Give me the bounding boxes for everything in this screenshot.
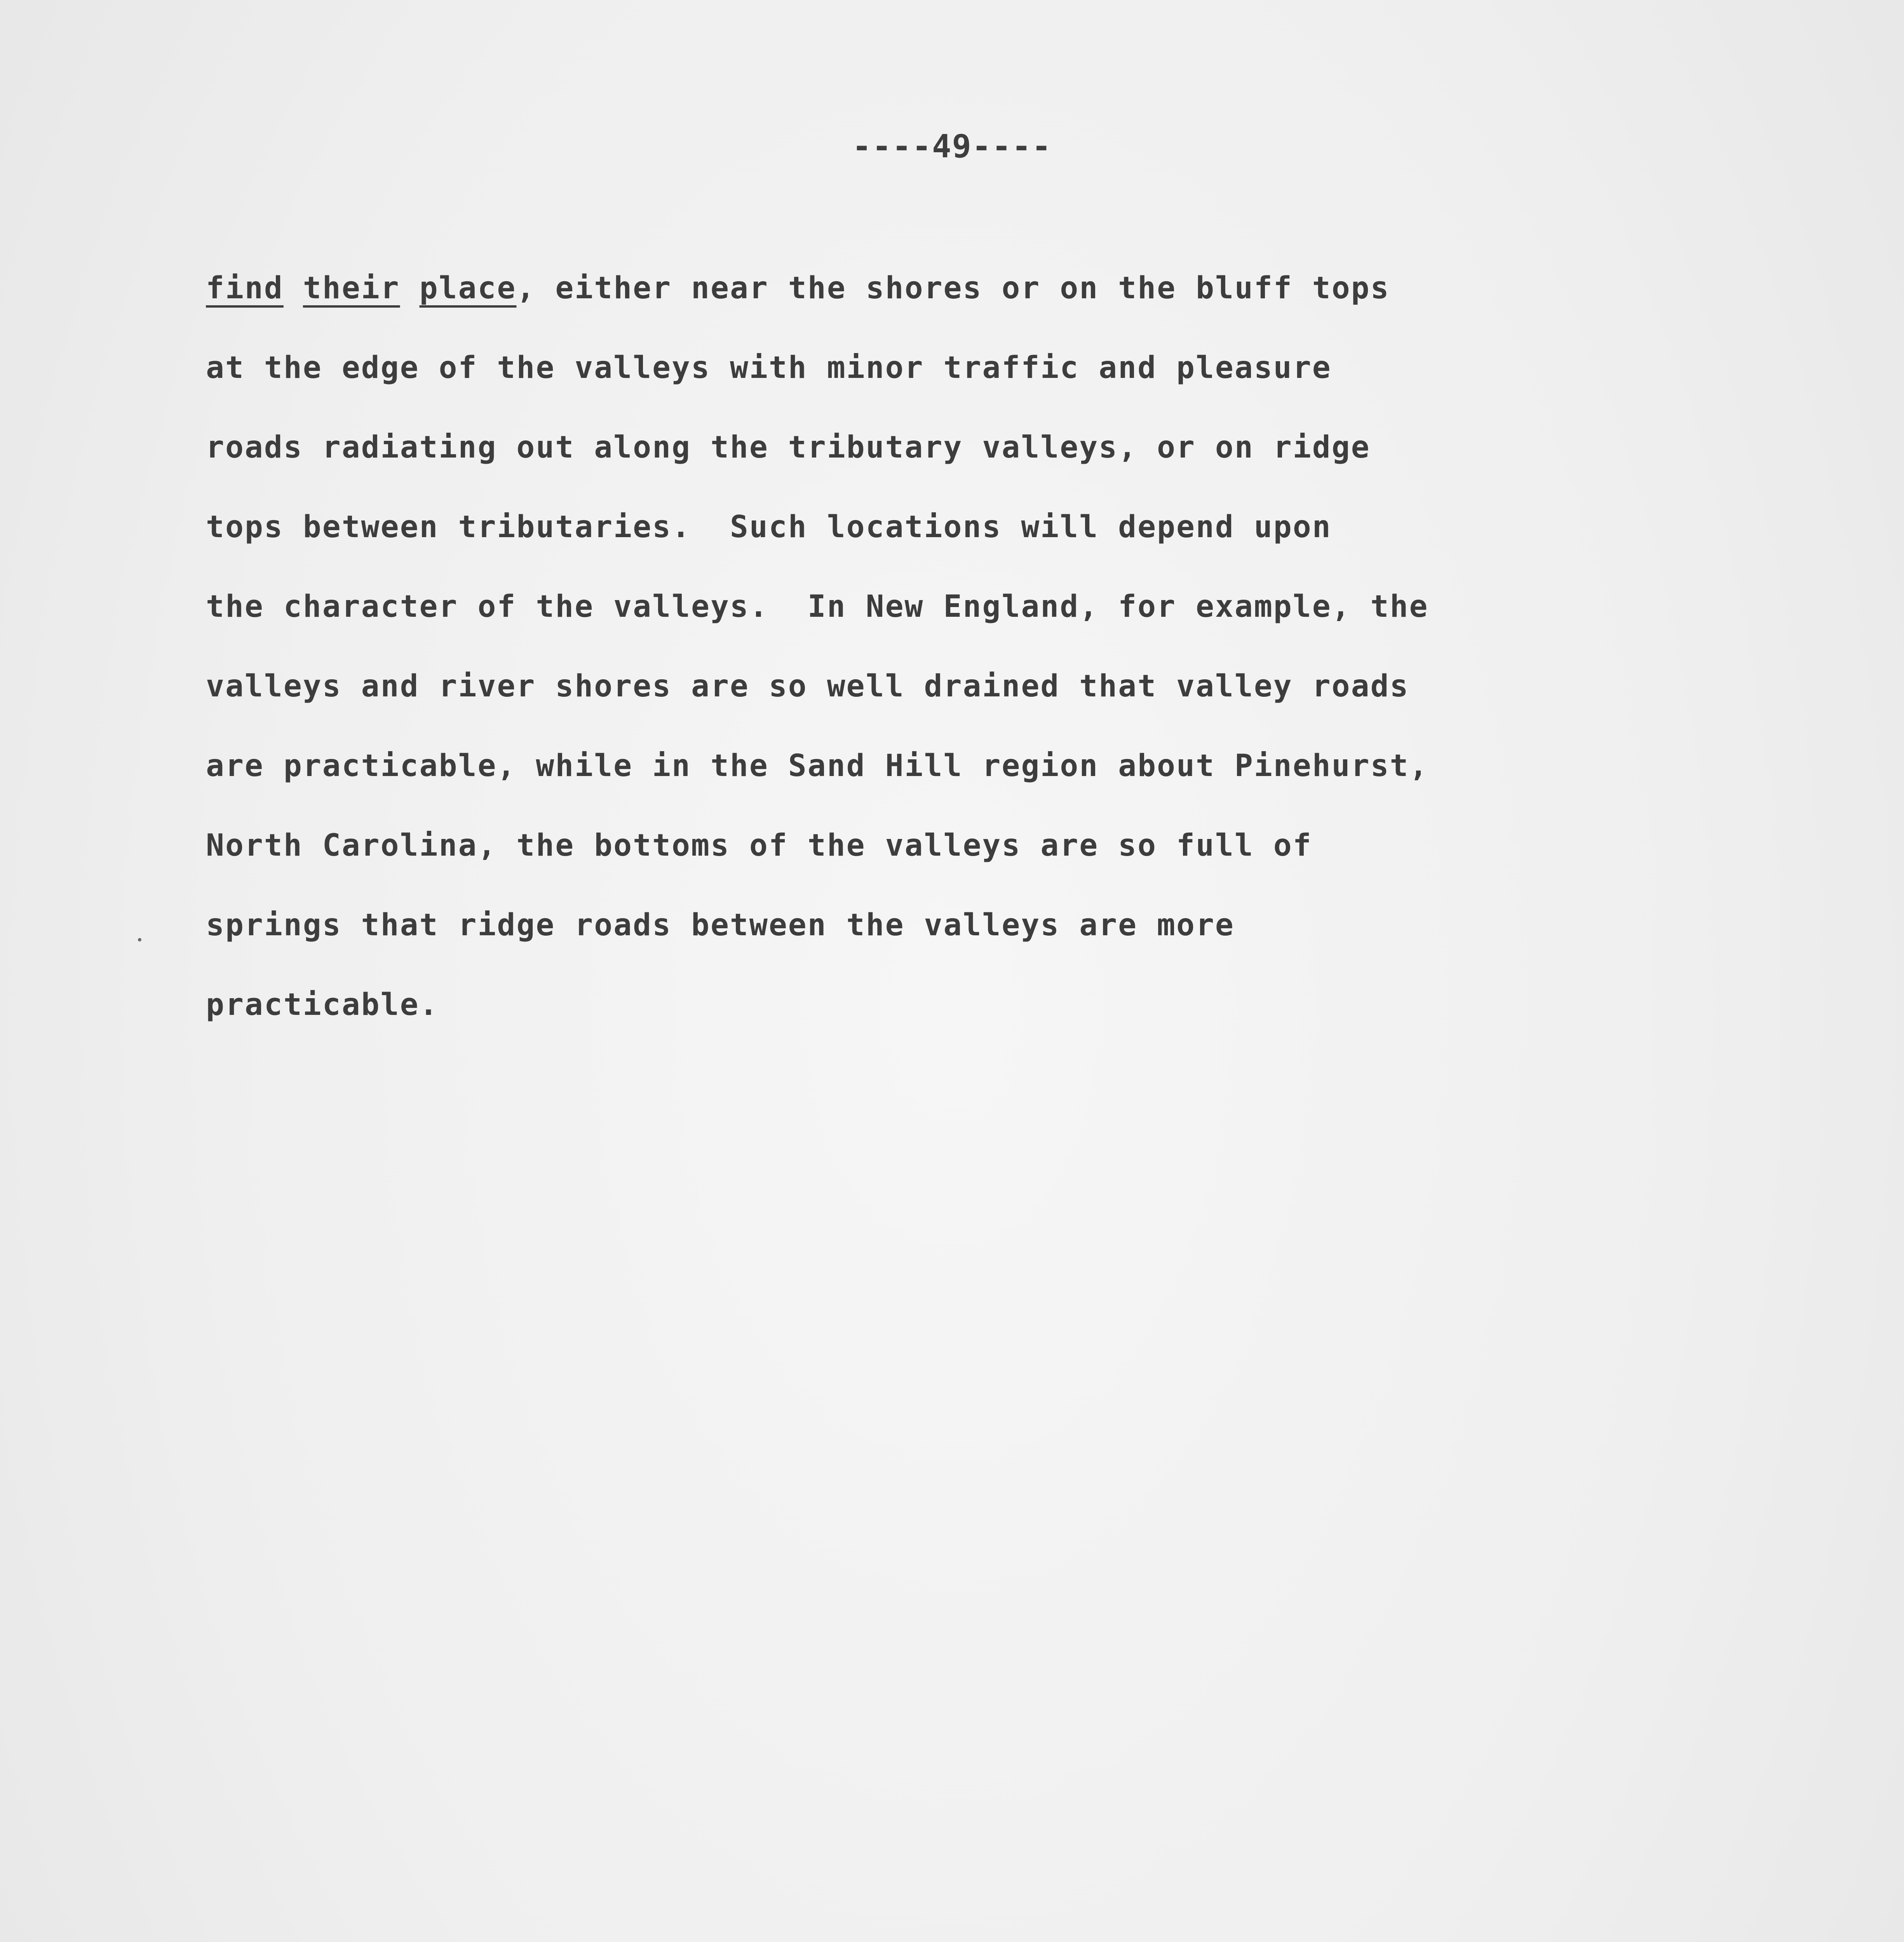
- text-line-3: roads radiating out along the tributary valleys, or on ridge: [206, 430, 1371, 465]
- underlined-word-their: their: [303, 271, 400, 306]
- text-line-8: North Carolina, the bottoms of the valleys are so full of: [206, 828, 1312, 863]
- text-line-4: tops between tributaries. Such locations will depend upon: [206, 510, 1332, 545]
- text-line-1-rest: , either near the shores or on the bluff tops: [516, 271, 1390, 306]
- text-line-10: practicable.: [206, 987, 439, 1022]
- page-number: ----49----: [852, 128, 1052, 165]
- body-text: [206, 249, 1682, 1045]
- stray-ink-mark: [138, 938, 141, 941]
- text-line-5: the character of the valleys. In New England, for example, the: [206, 589, 1429, 624]
- text-line-1: [206, 249, 1682, 328]
- text-line-2: at the edge of the valleys with minor traffic and pleasure: [206, 350, 1332, 385]
- underlined-word-place: place: [419, 271, 517, 306]
- text-line-9: springs that ridge roads between the valleys are more: [206, 908, 1235, 943]
- text-line-7: are practicable, while in the Sand Hill region about Pinehurst,: [206, 748, 1429, 783]
- underlined-word-find: find: [206, 271, 284, 306]
- text-line-6: valleys and river shores are so well drained that valley roads: [206, 669, 1409, 704]
